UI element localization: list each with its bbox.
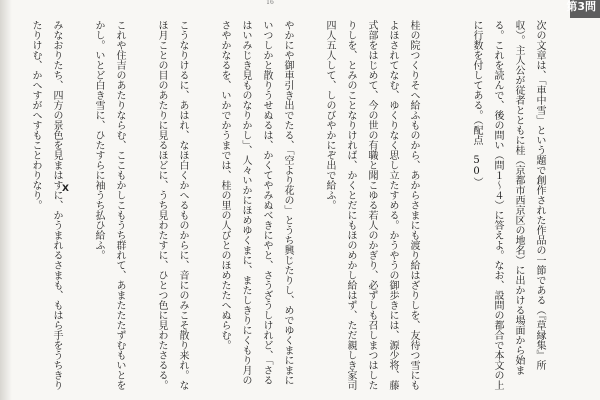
question-title-band	[566, 0, 600, 18]
intro-paragraph: 次の文章は、「車中雪」という題で創作された作品の一節である（『草縁集』所収）。主人公が従者とともに桂（京都市西京区の地名）に出かける場面から始まる。これを読んで、後の問い（問１〜４）に答えよ。なお、設問の都合で本文の上に行数を付してある。（配点 50）	[471, 20, 545, 390]
question-title: 第3問	[566, 0, 596, 13]
vertical-text-body	[0, 20, 592, 392]
page-number: 16	[266, 0, 274, 6]
main-passage: 桂の院つくりそへ給ふものから、あからさまにも渡り給はざりしを、友待つ雪にもよほされてなむ、ゆくりなく思し立たすめる。かうやうの御歩きには、源少将、藤式部をはじめて、今の世の有職と聞こゆる若人のかぎり、必ずしも召しまつはしたりしを、とみのことなりければ、かくとだにもほのめかし給はず、ただ親しき家司四人五人して、しのびやかにぞ出で給ふ。 やかにや御車引き出でたる、「空より花の」とうち興じたりし、めでゆくまにまにいつしかと散りうせぬるは、かくてやみぬべきにやと、さうざうしけれど、「さるはいみじき見ものなりかし」、人々いかにほめゆくまに、またしきりにくもり月のさやかなるを、いかでかうまでは、桂の里の人びとのほめたたへぬらむ。 こうなりけるに、あはれ、なほ白くかへるものからに、音にのみこそ散り来れ。なほ月ことの目のあたりに見るほどに、うち見わたすに、ひとつ色に見わたさるる。 これや住吉のあたりならむ、ここもかしこもうち群れて、あまたたたずむもいとをかし。いとど白き雪に、ひたすらに袖うち払ひ給ふ。 みなおりたち、四方の景色を見まはすに、かうまれるさまも、もはら手をうちきりたりけむ、かへすがへすもことわりなり。	[30, 20, 419, 390]
x-marker: X	[62, 184, 69, 194]
